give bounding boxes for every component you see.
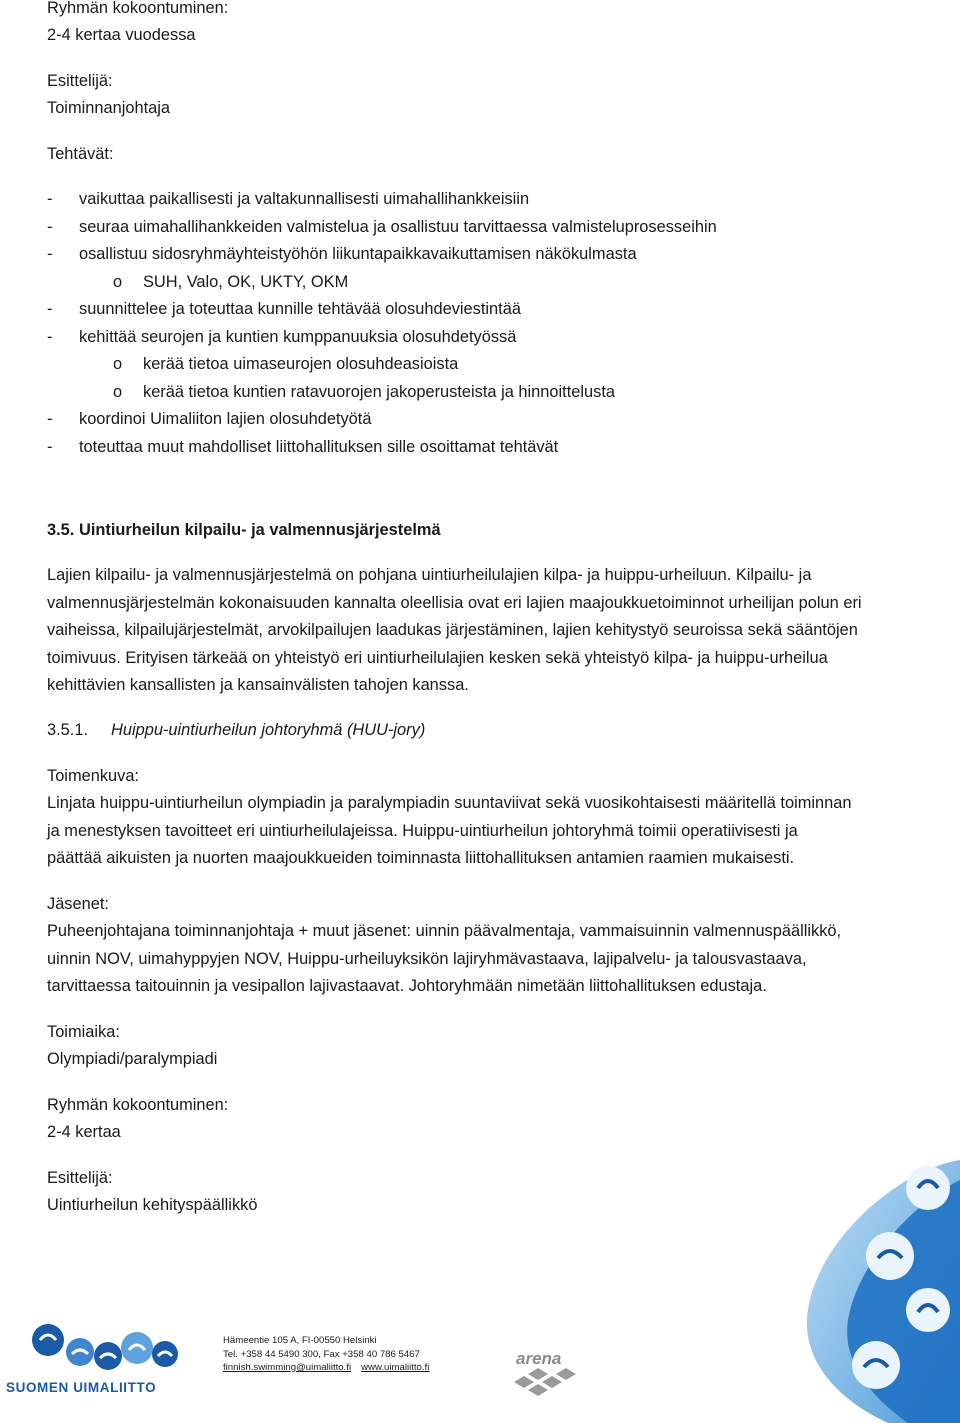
swimmers-decoration-icon xyxy=(778,1160,960,1423)
section-paragraph-line: valmennusjärjestelmän kokonaisuuden kannalta oleellisia ovat eri lajien maajoukkuetoiminnot urheilijan polun eri xyxy=(47,594,862,612)
list-item-text: koordinoi Uimaliiton lajien olosuhdetyötä xyxy=(79,410,372,428)
list-marker: - xyxy=(47,190,53,208)
job-line: Linjata huippu-uintiurheilun olympiadin ja paralympiadin suuntaviivat sekä vuosikohtaisesti määritellä toiminnan xyxy=(47,794,852,812)
list-item-text: SUH, Valo, OK, UKTY, OKM xyxy=(143,273,349,291)
term-value: Olympiadi/paralympiadi xyxy=(47,1050,218,1068)
job-label: Toimenkuva: xyxy=(47,767,140,785)
meeting-value: 2-4 kertaa vuodessa xyxy=(47,26,196,44)
section-number: 3.5. xyxy=(47,521,75,539)
list-item-text: seuraa uimahallihankkeiden valmistelua ja osallistuu tarvittaessa valmisteluprosesseihin xyxy=(79,218,717,236)
subsection-title: Huippu-uintiurheilun johtoryhmä (HUU-jory) xyxy=(111,721,426,739)
meeting-value-2: 2-4 kertaa xyxy=(47,1123,121,1141)
subsection-number: 3.5.1. xyxy=(47,721,89,739)
list-marker: o xyxy=(113,273,123,291)
footer-email-link[interactable]: finnish.swimming@uimaliitto.fi xyxy=(223,1362,352,1373)
job-line: päättää aikuisten ja nuorten maajoukkueiden toiminnasta liittohallituksen antamien raamien mukaisesti. xyxy=(47,849,795,867)
footer-contact xyxy=(223,1334,429,1375)
list-item-text: suunnittelee ja toteuttaa kunnille tehtävää olosuhdeviestintää xyxy=(79,300,521,318)
footer-phone: Tel. +358 44 5490 300, Fax +358 40 786 5467 xyxy=(223,1348,420,1360)
section-paragraph-line: toimivuus. Erityisen tärkeää on yhteistyö eri uintiurheilulajien kesken sekä yhteistyö kilpa- ja huippu-urheilua xyxy=(47,649,828,667)
members-line: uinnin NOV, uimahyppyjen NOV, Huippu-urheiluyksikön lajiryhmävastaava, lajipalvelu- ja talousvastaava, xyxy=(47,950,807,968)
members-line: Puheenjohtajana toiminnanjohtaja + muut jäsenet: uinnin päävalmentaja, vammaisuinnin valmennuspäällikkö, xyxy=(47,922,842,940)
list-marker: - xyxy=(47,438,53,456)
section-paragraph-line: Lajien kilpailu- ja valmennusjärjestelmä on pohjana uintiurheilulajien kilpa- ja huippu-urheiluun. Kilpailu- ja xyxy=(47,566,812,584)
section-paragraph-line: kehittävien kansallisten ja kansainvälisten tahojen kanssa. xyxy=(47,676,469,694)
uimaliitto-logo-text: SUOMEN UIMALIITTO xyxy=(6,1380,157,1395)
footer-address: Hämeentie 105 A, FI-00550 Helsinki xyxy=(223,1335,377,1346)
uimaliitto-logo-icon xyxy=(10,1318,190,1380)
list-item-text: kehittää seurojen ja kuntien kumppanuuksia olosuhdetyössä xyxy=(79,328,517,346)
job-line: ja menestyksen tavoitteet eri uintiurheilulajeissa. Huippu-uintiurheilun johtoryhmä toimii operatiivisesti ja xyxy=(47,822,798,840)
list-item-text: vaikuttaa paikallisesti ja valtakunnallisesti uimahallihankkeisiin xyxy=(79,190,530,208)
list-marker: - xyxy=(47,300,53,318)
meeting-label-2: Ryhmän kokoontuminen: xyxy=(47,1096,229,1114)
list-item-text: kerää tietoa kuntien ratavuorojen jakoperusteista ja hinnoittelusta xyxy=(143,383,615,401)
list-marker: o xyxy=(113,383,123,401)
list-item-text: toteuttaa muut mahdolliset liittohallituksen sille osoittamat tehtävät xyxy=(79,438,559,456)
list-marker: - xyxy=(47,410,53,428)
presenter-value-2: Uintiurheilun kehityspäällikkö xyxy=(47,1196,258,1214)
presenter-label: Esittelijä: xyxy=(47,72,113,90)
footer-links xyxy=(223,1361,429,1375)
list-marker: - xyxy=(47,245,53,263)
arena-logo-icon xyxy=(500,1346,580,1402)
section-title: Uintiurheilun kilpailu- ja valmennusjärjestelmä xyxy=(79,521,441,539)
list-item-text: osallistuu sidosryhmäyhteistyöhön liikuntapaikkavaikuttamisen näkökulmasta xyxy=(79,245,637,263)
members-label: Jäsenet: xyxy=(47,895,109,913)
meeting-label: Ryhmän kokoontuminen: xyxy=(47,0,229,17)
term-label: Toimiaika: xyxy=(47,1023,120,1041)
presenter-value: Toiminnanjohtaja xyxy=(47,99,171,117)
arena-logo-text: arena xyxy=(516,1349,562,1368)
list-marker: - xyxy=(47,328,53,346)
list-marker: o xyxy=(113,355,123,373)
presenter-label-2: Esittelijä: xyxy=(47,1169,113,1187)
tasks-label: Tehtävät: xyxy=(47,145,114,163)
members-line: tarvittaessa taitouinnin ja vesipallon lajivastaavat. Johtoryhmään nimetään liittohallituksen edustaja. xyxy=(47,977,767,995)
footer-website-link[interactable]: www.uimaliitto.fi xyxy=(361,1362,430,1373)
list-item-text: kerää tietoa uimaseurojen olosuhdeasioista xyxy=(143,355,459,373)
list-marker: - xyxy=(47,218,53,236)
section-paragraph-line: vaiheissa, kilpailujärjestelmät, arvokilpailujen laadukas järjestäminen, lajien kehitystyö seuroissa sekä sääntöjen xyxy=(47,621,858,639)
